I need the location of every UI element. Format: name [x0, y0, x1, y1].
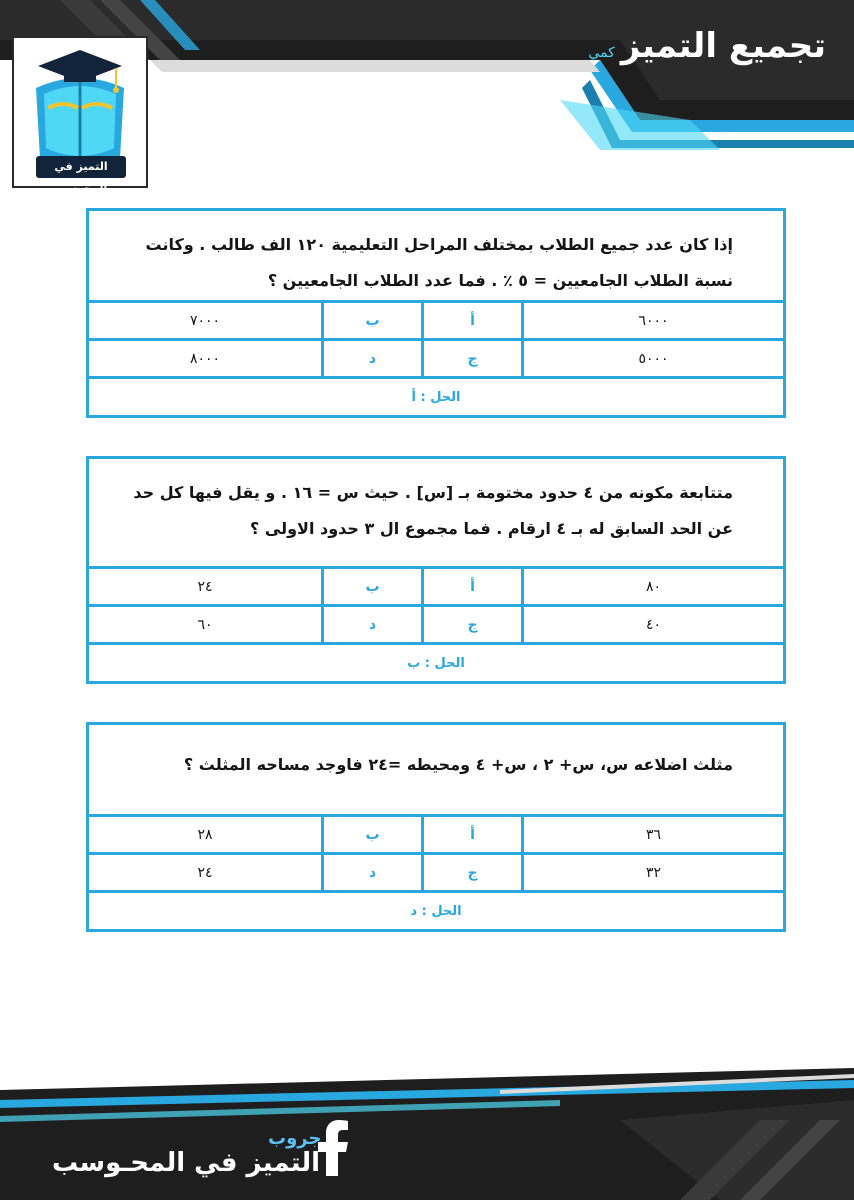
facebook-group-name[interactable]: التميز في المحـوسب	[52, 1148, 321, 1178]
option-value-c[interactable]: ٤٠	[521, 607, 783, 642]
question-text: متتابعة مكونه من ٤ حدود مختومة بـ [س] . حيث س = ١٦ . و يقل فيها كل حد عن الحد السابق له بـ ٤ ارقام . فما مجموع ال ٣ حدود الاولى ؟	[89, 459, 783, 569]
question-text: إذا كان عدد جميع الطلاب بمختلف المراحل التعليمية ١٢٠ الف طالب . وكانت نسبة الطلاب الجامعيين = ٥ ٪ . فما عدد الطلاب الجامعيين ؟	[89, 211, 783, 303]
logo-text: التميز في المحوسب	[36, 156, 126, 178]
option-letter-d: د	[321, 341, 421, 376]
option-value-a[interactable]: ٦٠٠٠	[521, 303, 783, 338]
option-value-c[interactable]: ٥٠٠٠	[521, 341, 783, 376]
options-row-2	[89, 607, 783, 645]
facebook-group-label: جروب	[268, 1128, 322, 1149]
footer-band	[0, 1060, 854, 1200]
option-letter-a: أ	[421, 817, 521, 852]
facebook-icon[interactable]	[318, 1120, 350, 1176]
option-value-d[interactable]: ٨٠٠٠	[189, 350, 221, 367]
option-value-c[interactable]: ٣٢	[521, 855, 783, 890]
option-letter-c: ج	[421, 341, 521, 376]
question-block-2	[86, 456, 786, 684]
option-value-d[interactable]: ٢٤	[197, 864, 213, 881]
page-subtitle: كمي	[588, 45, 615, 61]
option-letter-d: د	[321, 607, 421, 642]
options-row-2	[89, 855, 783, 893]
option-value-a[interactable]: ٣٦	[521, 817, 783, 852]
question-block-1	[86, 208, 786, 418]
option-letter-b: ب	[321, 303, 421, 338]
solution-text: الحل : د	[410, 903, 462, 919]
page-title-text: تجميع التميز	[620, 26, 826, 66]
question-text: مثلث اضلاعه س، س+ ٢ ، س+ ٤ ومحيطه =٢٤ فاوجد مساحه المثلث ؟	[89, 725, 783, 817]
logo	[12, 36, 148, 195]
options-row-1	[89, 569, 783, 607]
option-value-b[interactable]: ٢٤	[197, 578, 213, 595]
solution-text: الحل : ب	[407, 655, 465, 671]
page-title	[588, 26, 826, 66]
options-row-1	[89, 817, 783, 855]
options-row-1	[89, 303, 783, 341]
option-letter-a: أ	[421, 569, 521, 604]
option-value-a[interactable]: ٨٠	[521, 569, 783, 604]
option-letter-a: أ	[421, 303, 521, 338]
solution-text: الحل : أ	[411, 389, 461, 405]
option-letter-b: ب	[321, 569, 421, 604]
option-letter-c: ج	[421, 855, 521, 890]
option-letter-c: ج	[421, 607, 521, 642]
option-value-b[interactable]: ٢٨	[197, 826, 213, 843]
question-block-3	[86, 722, 786, 932]
option-letter-d: د	[321, 855, 421, 890]
options-row-2	[89, 341, 783, 379]
option-letter-b: ب	[321, 817, 421, 852]
option-value-b[interactable]: ٧٠٠٠	[189, 312, 221, 329]
option-value-d[interactable]: ٦٠	[197, 616, 213, 633]
